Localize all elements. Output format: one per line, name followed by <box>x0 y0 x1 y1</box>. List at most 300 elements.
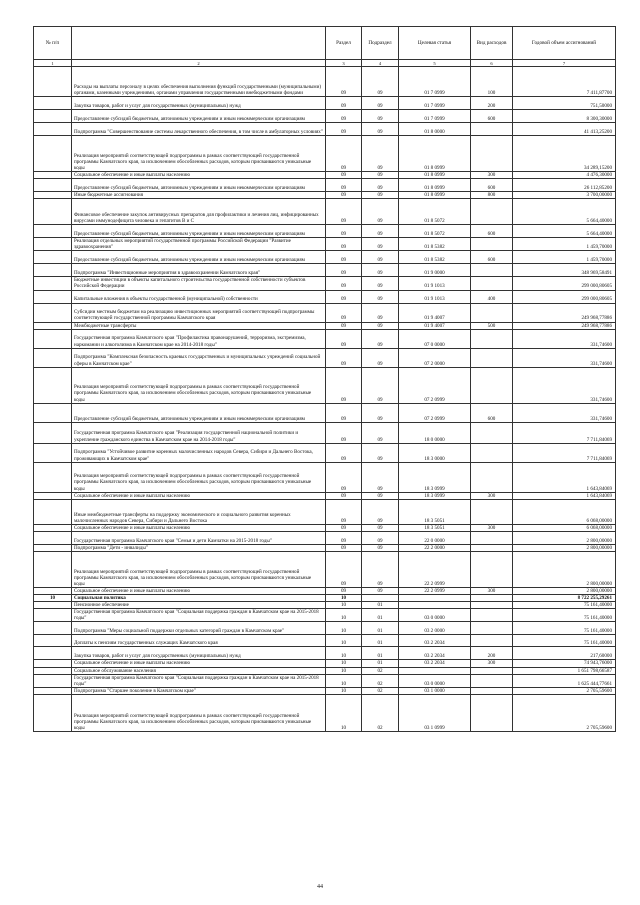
col-target-header: Целевая статья <box>399 27 471 60</box>
row-amount: 1 651 798,66587 <box>513 667 616 674</box>
row-target-article: 03 1 0999 <box>399 694 471 731</box>
row-number <box>34 136 72 172</box>
row-amount: 249 968,77886 <box>513 322 616 329</box>
row-name: Государственная программа Камчатского края "Реализация государственной национальной политики и укрепление гражданского единства в Камчатском крае на 2014-2018 годы" <box>72 422 326 443</box>
row-amount: 751,50000 <box>513 97 616 110</box>
row-amount: 6 068,00000 <box>513 499 616 524</box>
table-row <box>34 329 616 348</box>
table-row <box>34 179 616 192</box>
row-target-article <box>399 667 471 674</box>
row-name: Реализация отдельных мероприятий государственной программы Российской Федерации "Развитие здравоохранения" <box>72 238 326 251</box>
row-section: 09 <box>326 225 362 238</box>
row-expense-type <box>471 443 513 462</box>
table-row <box>34 622 616 635</box>
row-number <box>34 635 72 647</box>
table-row <box>34 238 616 251</box>
row-number: 10 <box>34 595 72 602</box>
row-subsection: 09 <box>362 179 399 192</box>
row-expense-type <box>471 694 513 731</box>
row-subsection: 09 <box>362 303 399 322</box>
row-section: 10 <box>326 602 362 609</box>
row-subsection: 09 <box>362 172 399 179</box>
table-body <box>34 67 616 732</box>
row-section: 09 <box>326 499 362 524</box>
row-section: 09 <box>326 422 362 443</box>
row-subsection: 01 <box>362 622 399 635</box>
row-expense-type: 600 <box>471 251 513 264</box>
row-name: Реализация мероприятий соответствующей подпрограммы в рамках соответствующей государственной программы Камчатского края, за исключением обособленных расходов, которым присваиваются уникальные коды <box>72 694 326 731</box>
row-number <box>34 551 72 587</box>
row-number <box>34 674 72 687</box>
row-subsection: 09 <box>362 492 399 499</box>
table-row <box>34 660 616 667</box>
row-name: Подпрограмма "Устойчивое развитие коренных малочисленных народов Севера, Сибири и Дальнего Востока, проживающих в Камчатском крае" <box>72 443 326 462</box>
row-section: 10 <box>326 687 362 694</box>
row-name: Расходы на выплаты персоналу в целях обеспечения выполнения функций государственными (муниципальными) органами, казенными учреждениями, органами управления государственными внебюджетными фондами <box>72 67 326 97</box>
row-amount: 1 459,70000 <box>513 251 616 264</box>
row-amount: 331,74600 <box>513 367 616 403</box>
table-header <box>34 27 616 67</box>
row-section: 09 <box>326 290 362 303</box>
row-name: Реализация мероприятий соответствующей подпрограммы в рамках соответствующей государственной программы Камчатского края, за исключением обособленных расходов, которым присваиваются уникальные коды <box>72 367 326 403</box>
row-subsection: 09 <box>362 123 399 136</box>
row-amount: 1 643,84069 <box>513 492 616 499</box>
row-target-article: 01 8 5382 <box>399 238 471 251</box>
row-name: Реализация мероприятий соответствующей подпрограммы в рамках соответствующей государственной программы Камчатского края, за исключением обособленных расходов, которым присваиваются уникальные коды <box>72 136 326 172</box>
row-subsection: 09 <box>362 403 399 422</box>
row-number <box>34 587 72 594</box>
row-target-article: 22 2 0000 <box>399 544 471 551</box>
row-number <box>34 443 72 462</box>
row-name: Государственная программа Камчатского края "Семья и дети Камчатки на 2015-2018 годы" <box>72 531 326 544</box>
row-target-article: 01 8 5072 <box>399 225 471 238</box>
row-section: 09 <box>326 348 362 367</box>
row-number <box>34 622 72 635</box>
row-target-article: 01 7 0999 <box>399 67 471 97</box>
row-number <box>34 192 72 199</box>
row-amount: 7 411,87700 <box>513 67 616 97</box>
row-expense-type <box>471 622 513 635</box>
row-target-article <box>399 595 471 602</box>
row-amount: 26 112,85200 <box>513 179 616 192</box>
col-index: 7 <box>513 60 616 67</box>
row-section: 09 <box>326 110 362 123</box>
table-row <box>34 462 616 492</box>
row-subsection: 01 <box>362 647 399 660</box>
row-target-article: 01 7 0999 <box>399 97 471 110</box>
row-target-article: 01 9 0000 <box>399 264 471 277</box>
row-name: Социальная политика <box>72 595 326 602</box>
row-number <box>34 609 72 622</box>
row-section: 09 <box>326 531 362 544</box>
row-expense-type <box>471 277 513 290</box>
row-target-article: 03 0 0000 <box>399 674 471 687</box>
row-expense-type: 300 <box>471 587 513 594</box>
row-name: Государственная программа Камчатского края "Профилактика правонарушений, терроризма, экстремизма, наркомании и алкоголизма в Камчатском крае на 2014-2018 годы" <box>72 329 326 348</box>
row-name: Предоставление субсидий бюджетным, автономным учреждениям и иным некоммерческим организациям <box>72 110 326 123</box>
row-section: 09 <box>326 462 362 492</box>
row-target-article: 01 8 0999 <box>399 172 471 179</box>
row-target-article: 03 2 0000 <box>399 622 471 635</box>
row-target-article: 07 2 0999 <box>399 403 471 422</box>
row-section: 10 <box>326 595 362 602</box>
col-volume-header: Годовой объем ассигнований <box>513 27 616 60</box>
row-target-article: 18 3 5051 <box>399 524 471 531</box>
table-row <box>34 595 616 602</box>
row-section: 09 <box>326 67 362 97</box>
row-target-article: 07 2 0000 <box>399 348 471 367</box>
row-section: 09 <box>326 179 362 192</box>
row-subsection: 09 <box>362 524 399 531</box>
row-expense-type: 400 <box>471 290 513 303</box>
row-subsection: 01 <box>362 660 399 667</box>
row-number <box>34 303 72 322</box>
table-row <box>34 199 616 225</box>
row-amount: 2 705,59600 <box>513 687 616 694</box>
col-section-header: Раздел <box>326 27 362 60</box>
row-amount: 299 000,80605 <box>513 290 616 303</box>
row-number <box>34 179 72 192</box>
row-target-article: 01 9 1013 <box>399 277 471 290</box>
row-name: Подпрограмма "Меры социальной поддержки отдельных категорий граждан в Камчатском крае" <box>72 622 326 635</box>
row-expense-type <box>471 674 513 687</box>
row-target-article: 07 2 0999 <box>399 367 471 403</box>
row-subsection: 09 <box>362 110 399 123</box>
row-subsection: 09 <box>362 551 399 587</box>
row-expense-type: 600 <box>471 110 513 123</box>
row-subsection: 09 <box>362 251 399 264</box>
row-number <box>34 694 72 731</box>
table-row <box>34 192 616 199</box>
row-section: 09 <box>326 524 362 531</box>
table-row <box>34 303 616 322</box>
row-amount: 299 000,80605 <box>513 277 616 290</box>
col-index: 6 <box>471 60 513 67</box>
row-section: 10 <box>326 674 362 687</box>
row-expense-type <box>471 348 513 367</box>
row-number <box>34 422 72 443</box>
row-number <box>34 647 72 660</box>
row-number <box>34 123 72 136</box>
row-name: Предоставление субсидий бюджетным, автономным учреждениям и иным некоммерческим организациям <box>72 403 326 422</box>
row-number <box>34 348 72 367</box>
row-amount: 249 968,77886 <box>513 303 616 322</box>
row-amount: 2 705,59600 <box>513 694 616 731</box>
row-number <box>34 290 72 303</box>
row-number <box>34 172 72 179</box>
row-section: 09 <box>326 136 362 172</box>
row-expense-type: 300 <box>471 660 513 667</box>
row-name: Иные бюджетные ассигнования <box>72 192 326 199</box>
row-name: Закупка товаров, работ и услуг для государственных (муниципальных) нужд <box>72 97 326 110</box>
page-number: 44 <box>317 884 323 890</box>
table-row <box>34 348 616 367</box>
row-target-article: 01 9 4007 <box>399 322 471 329</box>
table-row <box>34 322 616 329</box>
row-expense-type <box>471 123 513 136</box>
table-row <box>34 647 616 660</box>
row-number <box>34 499 72 524</box>
row-subsection: 09 <box>362 443 399 462</box>
row-expense-type <box>471 462 513 492</box>
col-index: 4 <box>362 60 399 67</box>
table-row <box>34 251 616 264</box>
row-name: Социальное обслуживание населения <box>72 667 326 674</box>
col-subsection-header: Подраздел <box>362 27 399 60</box>
row-name: Социальное обеспечение и иные выплаты населению <box>72 524 326 531</box>
row-target-article: 07 0 0000 <box>399 329 471 348</box>
table-row <box>34 687 616 694</box>
row-subsection <box>362 595 399 602</box>
row-subsection: 09 <box>362 348 399 367</box>
table-row <box>34 499 616 524</box>
row-target-article: 22 0 0000 <box>399 531 471 544</box>
row-number <box>34 367 72 403</box>
row-target-article: 01 8 0000 <box>399 123 471 136</box>
row-section: 10 <box>326 622 362 635</box>
row-section: 09 <box>326 303 362 322</box>
row-section: 10 <box>326 694 362 731</box>
table-row <box>34 97 616 110</box>
row-subsection: 09 <box>362 290 399 303</box>
row-subsection: 09 <box>362 544 399 551</box>
row-number <box>34 660 72 667</box>
row-subsection: 01 <box>362 635 399 647</box>
row-subsection: 09 <box>362 462 399 492</box>
col-name-header <box>72 27 326 60</box>
row-amount: 74 943,76000 <box>513 660 616 667</box>
row-name: Предоставление субсидий бюджетным, автономным учреждениям и иным некоммерческим организациям <box>72 179 326 192</box>
row-target-article: 03 2 2034 <box>399 647 471 660</box>
row-expense-type <box>471 635 513 647</box>
table-row <box>34 602 616 609</box>
row-amount: 217,60000 <box>513 647 616 660</box>
row-subsection: 09 <box>362 587 399 594</box>
row-target-article: 01 9 4007 <box>399 303 471 322</box>
row-section: 09 <box>326 551 362 587</box>
table-row <box>34 551 616 587</box>
row-amount: 4 476,30000 <box>513 172 616 179</box>
row-subsection: 09 <box>362 67 399 97</box>
row-expense-type <box>471 499 513 524</box>
row-number <box>34 199 72 225</box>
table-row <box>34 609 616 622</box>
row-section: 09 <box>326 264 362 277</box>
row-amount: 348 969,58491 <box>513 264 616 277</box>
row-number <box>34 97 72 110</box>
row-expense-type: 600 <box>471 403 513 422</box>
row-number <box>34 67 72 97</box>
row-amount: 8 300,30000 <box>513 110 616 123</box>
table-row <box>34 67 616 97</box>
row-subsection: 09 <box>362 199 399 225</box>
row-section: 10 <box>326 660 362 667</box>
row-name: Социальное обеспечение и иные выплаты населению <box>72 492 326 499</box>
row-target-article: 18 3 0999 <box>399 462 471 492</box>
row-name: Финансовое обеспечение закупок антивирусных препаратов для профилактики и лечения лиц, инфицированных вирусами иммунодефицита человека и гепатитов В и С <box>72 199 326 225</box>
row-name: Закупка товаров, работ и услуг для государственных (муниципальных) нужд <box>72 647 326 660</box>
row-expense-type: 100 <box>471 67 513 97</box>
col-index: 3 <box>326 60 362 67</box>
table-row <box>34 587 616 594</box>
row-number <box>34 602 72 609</box>
row-section: 09 <box>326 403 362 422</box>
table-row <box>34 531 616 544</box>
row-number <box>34 462 72 492</box>
row-target-article: 01 8 0999 <box>399 136 471 172</box>
row-name: Капитальные вложения в объекты государственной (муниципальной) собственности <box>72 290 326 303</box>
row-amount: 1 459,70000 <box>513 238 616 251</box>
row-number <box>34 225 72 238</box>
row-expense-type <box>471 609 513 622</box>
row-number <box>34 667 72 674</box>
col-index: 2 <box>72 60 326 67</box>
row-amount: 8 722 255,29261 <box>513 595 616 602</box>
row-amount: 75 161,40000 <box>513 622 616 635</box>
row-amount: 41 413,25200 <box>513 123 616 136</box>
row-name: Социальное обеспечение и иные выплаты населению <box>72 587 326 594</box>
row-number <box>34 277 72 290</box>
row-expense-type <box>471 602 513 609</box>
row-target-article: 01 8 5382 <box>399 251 471 264</box>
row-target-article: 01 7 0999 <box>399 110 471 123</box>
row-expense-type: 200 <box>471 647 513 660</box>
table-row <box>34 403 616 422</box>
row-subsection: 02 <box>362 667 399 674</box>
row-subsection: 09 <box>362 97 399 110</box>
row-name: Субсидии местным бюджетам на реализацию инвестиционных мероприятий соответствующей подпрограммы соответствующей государственной программы Камчатского края <box>72 303 326 322</box>
row-expense-type <box>471 367 513 403</box>
row-expense-type: 300 <box>471 524 513 531</box>
row-amount: 2 800,00000 <box>513 531 616 544</box>
row-number <box>34 329 72 348</box>
table-row <box>34 635 616 647</box>
table-row <box>34 422 616 443</box>
row-amount: 3 700,00000 <box>513 192 616 199</box>
row-name: Подпрограмма "Старшее поколение в Камчатском крае" <box>72 687 326 694</box>
row-name: Подпрограмма "Дети - инвалиды" <box>72 544 326 551</box>
row-name: Подпрограмма "Инвестиционные мероприятия в здравоохранении Камчатского края" <box>72 264 326 277</box>
row-section: 09 <box>326 199 362 225</box>
row-section: 09 <box>326 367 362 403</box>
row-name: Социальное обеспечение и иные выплаты населению <box>72 660 326 667</box>
row-number <box>34 110 72 123</box>
table-row <box>34 136 616 172</box>
row-name: Подпрограмма "Совершенствование системы лекарственного обеспечения, в том числе в амбулаторных условиях" <box>72 123 326 136</box>
row-section: 09 <box>326 238 362 251</box>
table-row <box>34 172 616 179</box>
row-expense-type: 600 <box>471 179 513 192</box>
row-name: Реализация мероприятий соответствующей подпрограммы в рамках соответствующей государственной программы Камчатского края, за исключением обособленных расходов, которым присваиваются уникальные коды <box>72 462 326 492</box>
row-expense-type <box>471 329 513 348</box>
row-expense-type <box>471 136 513 172</box>
row-amount: 75 161,40000 <box>513 609 616 622</box>
row-expense-type <box>471 264 513 277</box>
table-row <box>34 674 616 687</box>
row-subsection: 02 <box>362 687 399 694</box>
row-expense-type: 500 <box>471 322 513 329</box>
row-number <box>34 322 72 329</box>
row-expense-type: 800 <box>471 192 513 199</box>
row-name: Государственная программа Камчатского края "Социальная поддержка граждан в Камчатском крае на 2015-2018 годы" <box>72 674 326 687</box>
row-number <box>34 544 72 551</box>
row-subsection: 09 <box>362 136 399 172</box>
row-amount: 2 800,00000 <box>513 587 616 594</box>
row-amount: 1 643,84069 <box>513 462 616 492</box>
row-amount: 331,74600 <box>513 348 616 367</box>
row-amount: 331,74600 <box>513 329 616 348</box>
row-name: Реализация мероприятий соответствующей подпрограммы в рамках соответствующей государственной программы Камчатского края, за исключением обособленных расходов, которым присваиваются уникальные коды <box>72 551 326 587</box>
table-row <box>34 667 616 674</box>
table-row <box>34 277 616 290</box>
table-row <box>34 544 616 551</box>
row-target-article: 01 8 0999 <box>399 192 471 199</box>
table-row <box>34 524 616 531</box>
row-number <box>34 524 72 531</box>
row-number <box>34 251 72 264</box>
row-section: 09 <box>326 443 362 462</box>
row-amount: 34 289,15200 <box>513 136 616 172</box>
row-name: Предоставление субсидий бюджетным, автономным учреждениям и иным некоммерческим организациям <box>72 251 326 264</box>
row-subsection: 09 <box>362 329 399 348</box>
row-expense-type <box>471 199 513 225</box>
table-row <box>34 367 616 403</box>
row-section: 09 <box>326 329 362 348</box>
row-expense-type: 300 <box>471 172 513 179</box>
row-amount: 5 664,40000 <box>513 199 616 225</box>
row-section: 10 <box>326 609 362 622</box>
row-target-article: 18 0 0000 <box>399 422 471 443</box>
table-row <box>34 443 616 462</box>
row-name: Иные межбюджетные трансферты на поддержку экономического и социального развития коренных малочисленных народов Севера, Сибири и Дальнего Востока <box>72 499 326 524</box>
row-name: Социальное обеспечение и иные выплаты населению <box>72 172 326 179</box>
budget-table-sheet <box>33 26 615 732</box>
row-target-article: 03 0 0000 <box>399 609 471 622</box>
row-number <box>34 492 72 499</box>
table-row <box>34 290 616 303</box>
row-amount: 7 711,84069 <box>513 443 616 462</box>
row-expense-type <box>471 531 513 544</box>
row-section: 09 <box>326 322 362 329</box>
row-amount: 5 664,40000 <box>513 225 616 238</box>
row-section: 09 <box>326 192 362 199</box>
row-name: Государственная программа Камчатского края "Социальная поддержка граждан в Камчатском крае на 2015-2018 годы" <box>72 609 326 622</box>
row-subsection: 01 <box>362 609 399 622</box>
row-subsection: 09 <box>362 225 399 238</box>
row-expense-type <box>471 551 513 587</box>
table-row <box>34 123 616 136</box>
row-amount: 75 161,40000 <box>513 635 616 647</box>
row-amount: 75 161,40000 <box>513 602 616 609</box>
row-subsection: 09 <box>362 499 399 524</box>
row-target-article: 01 8 5072 <box>399 199 471 225</box>
row-number <box>34 687 72 694</box>
row-section: 09 <box>326 123 362 136</box>
col-index: 1 <box>34 60 72 67</box>
row-subsection: 09 <box>362 531 399 544</box>
row-expense-type <box>471 667 513 674</box>
row-target-article: 18 3 5051 <box>399 499 471 524</box>
row-name: Межбюджетные трансферты <box>72 322 326 329</box>
row-target-article: 03 1 0000 <box>399 687 471 694</box>
row-target-article <box>399 602 471 609</box>
row-expense-type <box>471 595 513 602</box>
row-name: Пенсионное обеспечение <box>72 602 326 609</box>
row-section: 09 <box>326 544 362 551</box>
row-number <box>34 531 72 544</box>
row-section: 09 <box>326 172 362 179</box>
row-subsection: 02 <box>362 694 399 731</box>
